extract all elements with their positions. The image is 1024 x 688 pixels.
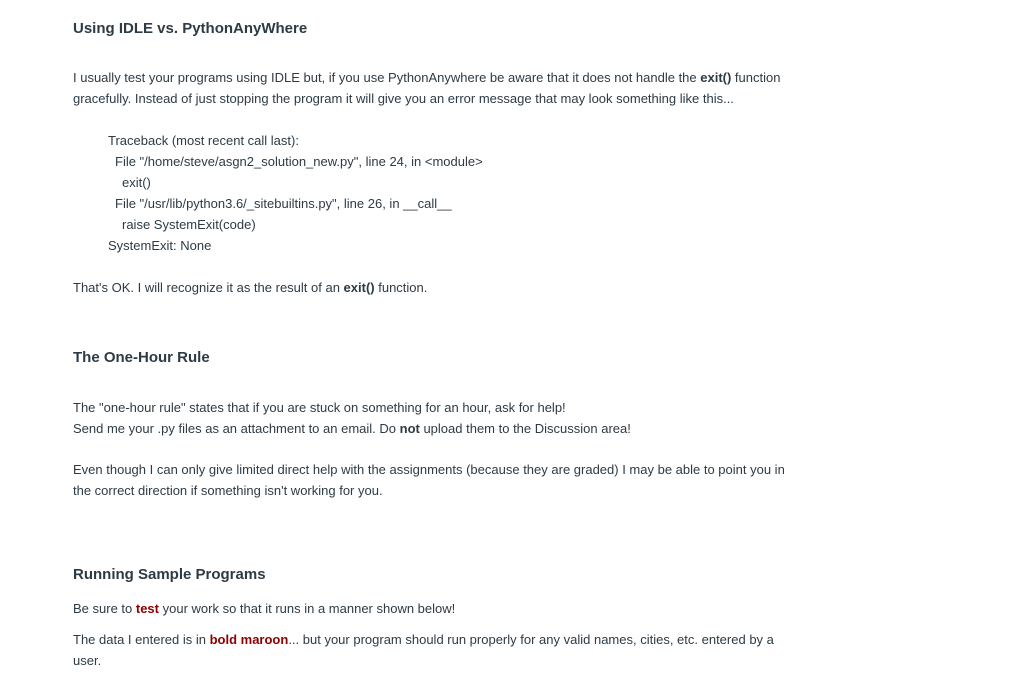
- data-text-1: The data I entered is in: [73, 632, 210, 647]
- test-highlight: test: [135, 601, 159, 616]
- test-text-2: your work so that it runs in a manner shown below!: [159, 601, 456, 616]
- heading-one-hour-rule: The One-Hour Rule: [73, 349, 210, 366]
- paragraph-limited-help: Even though I can only give limited direct help with the assignments (because they are graded) I may be able to point you in the correct direction if something isn't working for you.: [73, 462, 785, 498]
- traceback-line: File "/usr/lib/python3.6/_sitebuiltins.py", line 26, in __call__: [115, 196, 452, 211]
- traceback-line: exit(): [122, 175, 151, 190]
- traceback-line: Traceback (most recent call last):: [108, 133, 299, 148]
- test-text-1: Be sure to: [73, 601, 136, 616]
- heading-using-idle: Using IDLE vs. PythonAnyWhere: [73, 20, 308, 37]
- one-hour-line-2-text-1: Send me your .py files as an attachment to an email. Do: [73, 421, 400, 436]
- data-text-2: ... but your program should run properly for any valid names, cities, etc. entered by a user.: [73, 632, 774, 668]
- one-hour-not-bold: not: [399, 421, 420, 436]
- traceback-block: [73, 130, 483, 256]
- idle-intro-text-2: function gracefully. Instead of just stopping the program it will give you an error message that may look something like this...: [73, 70, 781, 106]
- paragraph-be-sure-to-test: [73, 598, 455, 619]
- traceback-line: raise SystemExit(code): [122, 217, 256, 232]
- ok-exit-bold: exit(): [343, 280, 375, 295]
- paragraph-one-hour: [73, 397, 631, 439]
- ok-text-1: That's OK. I will recognize it as the result of an: [73, 280, 344, 295]
- one-hour-line-2-text-2: upload them to the Discussion area!: [419, 421, 631, 436]
- paragraph-data-entered: [73, 629, 803, 671]
- idle-intro-exit-bold: exit(): [700, 70, 732, 85]
- heading-running-sample-programs: Running Sample Programs: [73, 566, 266, 583]
- data-highlight: bold maroon: [209, 632, 289, 647]
- paragraph-idle-intro: [73, 67, 813, 109]
- one-hour-line-1: The "one-hour rule" states that if you are stuck on something for an hour, ask for help!: [73, 400, 566, 415]
- traceback-line: File "/home/steve/asgn2_solution_new.py", line 24, in <module>: [115, 154, 483, 169]
- idle-intro-text-1: I usually test your programs using IDLE but, if you use PythonAnywhere be aware that it does not handle the: [73, 70, 701, 85]
- traceback-line: SystemExit: None: [108, 238, 212, 253]
- one-hour-line-2: [73, 418, 631, 439]
- ok-text-2: function.: [374, 280, 428, 295]
- paragraph-thats-ok: [73, 277, 427, 298]
